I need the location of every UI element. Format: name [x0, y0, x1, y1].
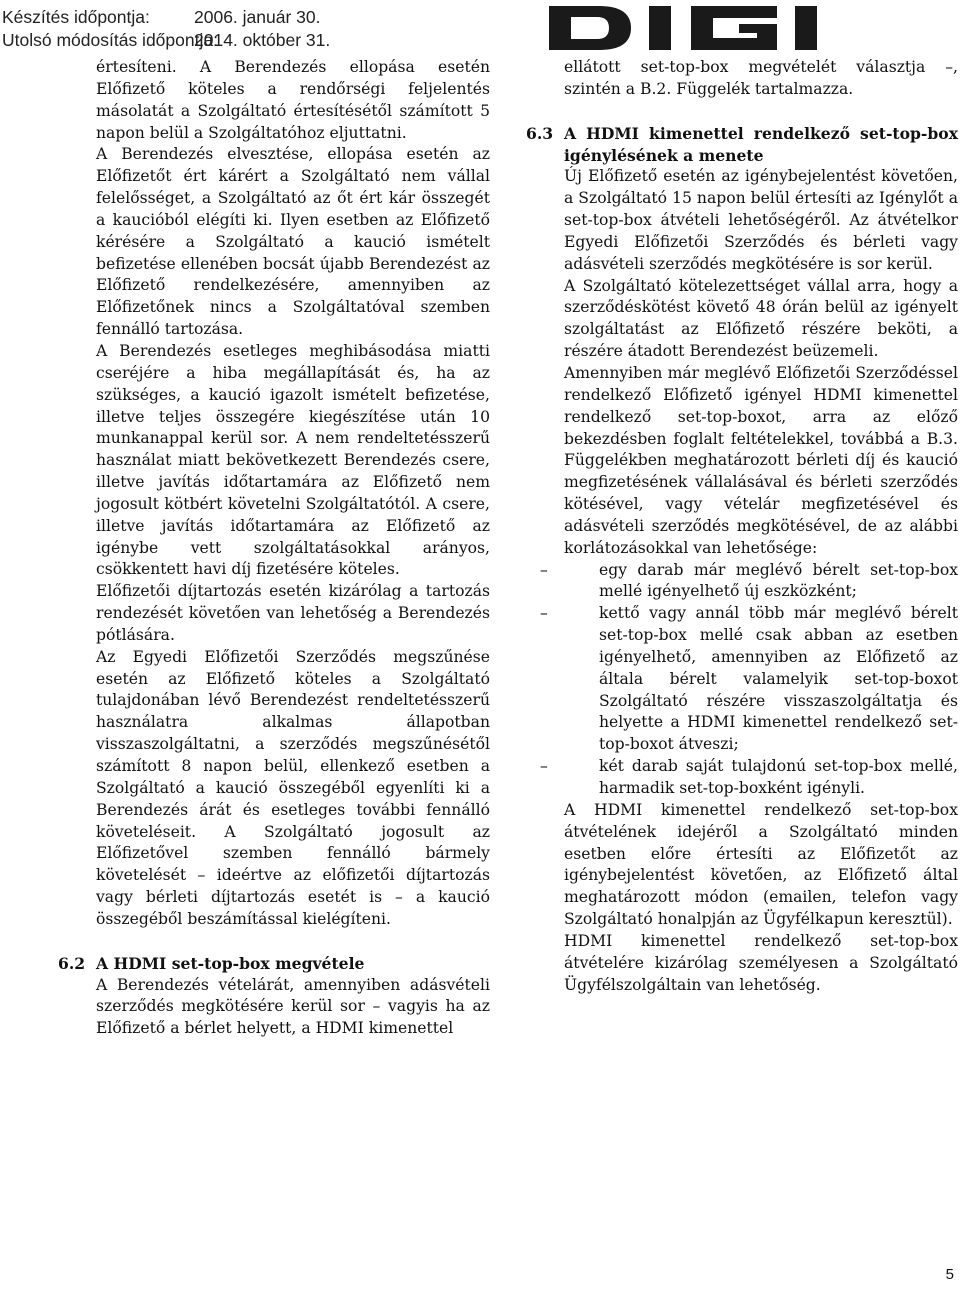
paragraph: Az Egyedi Előfizetői Szerződés megszűnése esetén az Előfizető köteles a Szolgáltató tulajdonában lévő Berendezést rendeltetésszerű használatra alkalmas állapotban visszaszolgáltatni, a szerződés megszűnésétől számított 8 napon belül, ellenkező esetben a Szolgáltató a kaució összegéből egyenlíti ki a Berendezés árát és esetleges további fennálló követeléseit. A Szolgáltató jogosult az Előfizetővel szemben fennálló bármely követelését – ideértve az előfizetői díjtartozás vagy bérleti díjtartozás esetét is – a kaució összegéből beszámítással kielégíteni.: [96, 647, 490, 928]
paragraph: A Szolgáltató kötelezettséget vállal arra, hogy a szerződéskötést követő 48 órán belül az igényelt szolgáltatást az Előfizető részére beköti, a részére átadott Berendezést beüzemeli.: [564, 276, 958, 361]
paragraph: A Berendezés elvesztése, ellopása esetén az Előfizetőt ért kárért a Szolgáltató nem vállal felelősséget, a Szolgáltató az őt ért kár összegét a kaucióból elégíti ki. Ilyen esetben az Előfizető kérésére a Szolgáltató a kaució ismételt befizetése ellenében bocsát újabb Berendezést az Előfizető rendelkezésére, amennyiben az Előfizetőnek nincs a Szolgáltatóval szemben fennálló tartozása.: [96, 145, 490, 339]
modified-label: Utolsó módosítás időpontja:: [2, 30, 218, 50]
conditions-list: [540, 560, 958, 800]
modified-row: [2, 29, 330, 52]
section-spacer: [564, 101, 958, 123]
paragraph: HDMI kimenettel rendelkező set-top-box átvételére kizárólag személyesen a Szolgáltató Ügyfélszolgáltain van lehetőség.: [564, 931, 958, 994]
digi-logo-graphic: [545, 4, 851, 52]
document-metadata: [2, 6, 330, 52]
dash-marker: –: [540, 560, 548, 579]
page-number: 5: [945, 1266, 954, 1283]
dash-marker: –: [540, 757, 548, 776]
list-item-text: két darab saját tulajdonú set-top-box mellé, harmadik set-top-boxként igényli.: [599, 757, 958, 797]
dash-marker: –: [540, 604, 548, 623]
modified-value: 2014. október 31.: [194, 30, 331, 50]
list-item-text: kettő vagy annál több már meglévő bérelt set-top-box mellé csak abban az esetben igényelhető, amennyiben az Előfizető az általa bérelt valamelyik set-top-boxot Szolgáltató részére visszaszolgáltatja és helyette a HDMI kimenettel rendelkező set-top-boxot átveszi;: [599, 604, 958, 754]
paragraph: Amennyiben már meglévő Előfizetői Szerződéssel rendelkező Előfizető igényel HDMI kimenettel rendelkező set-top-boxot, arra az előző bekezdésben foglalt feltételekkel, továbbá a B.3. Függelékben meghatározott bérleti díj és kaució megfizetésének vállalásával és bérleti szerződés kötésével, vagy vételár megfizetésével és adásvételi szerződés megkötésével, de az alábbi korlátozásokkal van lehetősége:: [564, 363, 958, 557]
paragraph: A Berendezés esetleges meghibásodása miatti cseréjére a hiba megállapítását és, ha az szükséges, a kaució igazolt ismételt befizetése, illetve teljes összegére kiegészítése után 10 munkanappal kerül sor. A nem rendeltetésszerű használat miatt bekövetkezett Berendezés csere, illetve javítás időtartamára az Előfizető nem jogosult kötbért követelni Szolgáltatótól. A csere, illetve javítás időtartamára az Előfizető az igénybe vett szolgáltatásokkal arányos, csökkentett havi díj fizetésére köteles.: [96, 341, 490, 579]
section-title: A HDMI kimenettel rendelkező set-top-box igénylésének a menete: [564, 123, 958, 165]
section-spacer: [96, 931, 490, 953]
created-row: [2, 6, 330, 29]
list-item: [540, 560, 958, 604]
left-column: [58, 57, 490, 1040]
list-item: [540, 756, 958, 800]
list-item: [540, 603, 958, 756]
section-heading-6-2: [58, 953, 490, 975]
paragraph: Előfizetői díjtartozás esetén kizárólag a tartozás rendezését követően van lehetőség a Berendezés pótlására.: [96, 582, 490, 644]
paragraph: A Berendezés vételárát, amennyiben adásvételi szerződés megkötésére kerül sor – vagyis ha az Előfizető a bérlet helyett, a HDMI kimenettel: [96, 975, 490, 1038]
digi-logo: [545, 4, 851, 56]
section-number: 6.3: [526, 123, 554, 143]
paragraph: Új Előfizető esetén az igénybejelentést követően, a Szolgáltató 15 napon belül értesíti az Igénylőt a set-top-box átvételi lehetőségéről. Az átvételkor Egyedi Előfizetői Szerződés és bérleti vagy adásvételi szerződés megkötésére is sor kerül.: [564, 167, 958, 273]
list-item-text: egy darab már meglévő bérelt set-top-box mellé igényelhető új eszközként;: [599, 560, 958, 601]
paragraph: értesíteni. A Berendezés ellopása esetén Előfizető köteles a rendőrségi feljelentés másolatát a Szolgáltató értesítésétől számított 5 napon belül a Szolgáltatóhoz eljuttatni.: [96, 58, 490, 142]
paragraph: A HDMI kimenettel rendelkező set-top-box átvételének idejéről a Szolgáltató minden esetben előre értesíti az Előfizetőt az igénybejelentést követően, az Előfizető által meghatározott módon (emailen, telefon vagy Szolgáltató honalpján az Ügyfélkapun keresztül).: [564, 800, 958, 929]
section-heading-6-3: [526, 123, 958, 167]
created-value: 2006. január 30.: [194, 7, 321, 27]
section-title: A HDMI set-top-box megvétele: [96, 953, 365, 973]
created-label: Készítés időpontja:: [2, 7, 150, 27]
right-column: [526, 57, 958, 996]
paragraph: ellátott set-top-box megvételét választja –, szintén a B.2. Függelék tartalmazza.: [564, 58, 958, 98]
section-number: 6.2: [58, 953, 86, 973]
